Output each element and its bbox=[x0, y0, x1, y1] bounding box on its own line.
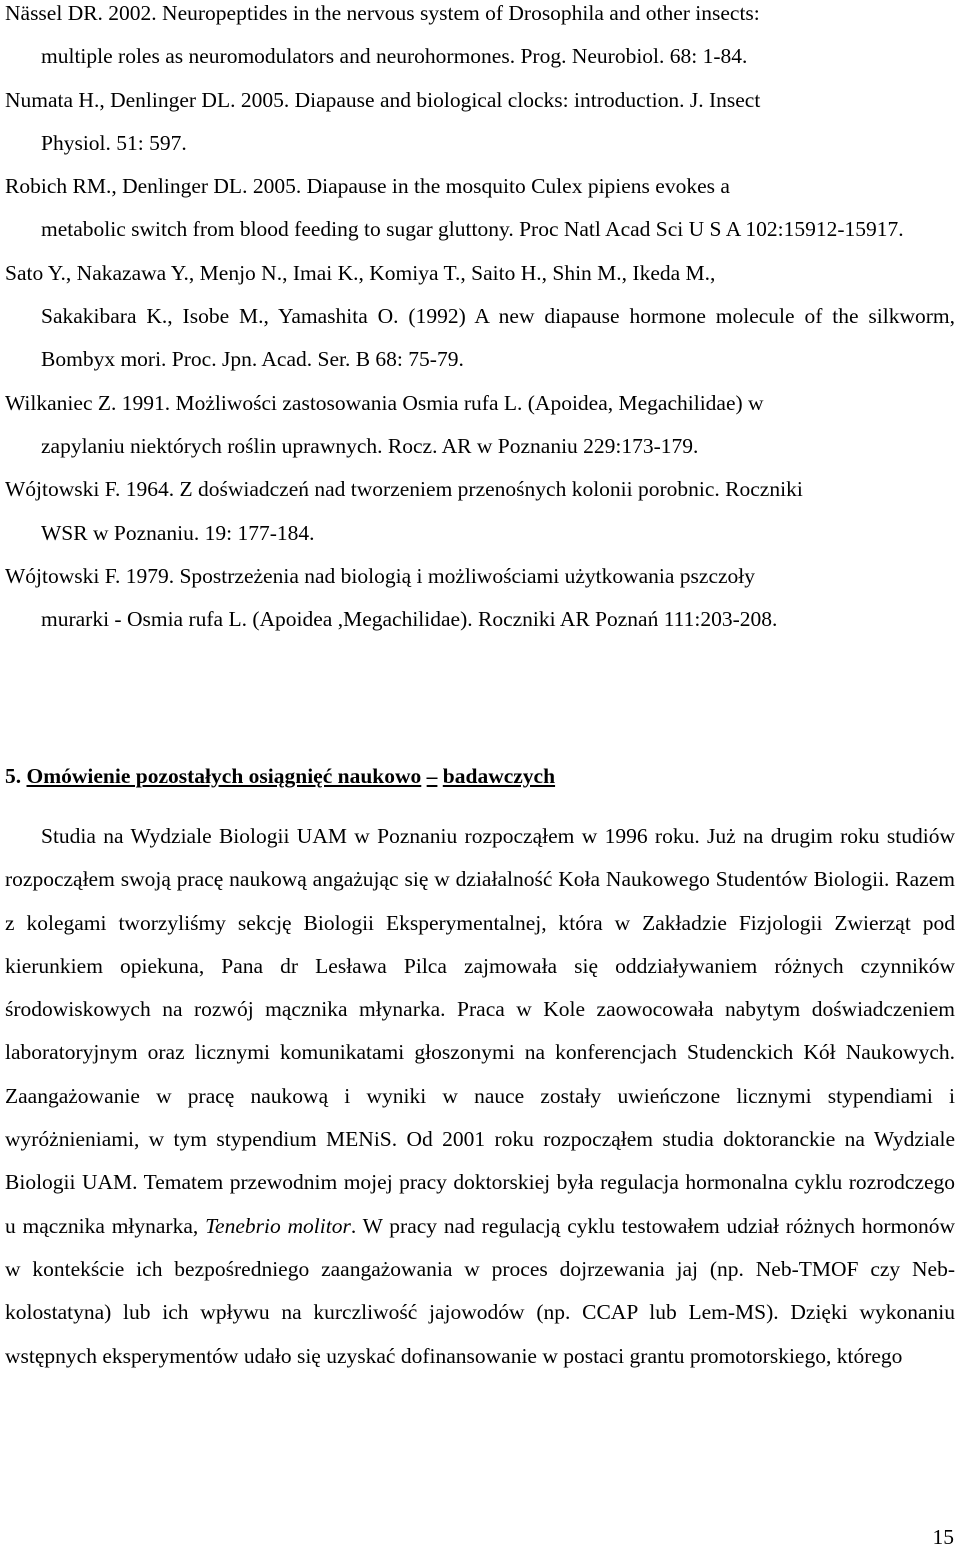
section-title-dash: – bbox=[426, 764, 438, 788]
reference-first-line: Numata H., Denlinger DL. 2005. Diapause and biological clocks: introduction. J. Insect bbox=[5, 87, 761, 112]
reference-entry bbox=[5, 165, 955, 252]
reference-continuation: Sakakibara K., Isobe M., Yamashita O. (1992) A new diapause hormone molecule of the silkworm, Bombyx mori. Proc. Jpn. Acad. Ser. B 68: 75-79. bbox=[41, 304, 955, 372]
reference-continuation: Physiol. 51: 597. bbox=[41, 130, 187, 155]
species-name-italic: Tenebrio molitor bbox=[205, 1213, 351, 1238]
body-text-part1: Studia na Wydziale Biologii UAM w Poznaniu rozpocząłem w 1996 roku. Już na drugim roku studiów rozpocząłem swoją pracę naukową angażując się w działalność Koła Naukowego Studentów Biologii. Razem z kolegami tworzyliśmy sekcję Biologii Eksperymentalnej, która w Zakładzie Fizjologii Zwierząt pod kierunkiem opiekuna, Pana dr Lesława Pilca zajmowała się oddziaływaniem różnych czynników środowiskowych na rozwój mącznika młynarka. Praca w Kole zaowocowała nabytym doświadczeniem laboratoryjnym oraz licznymi komunikatami głoszonymi na konferencjach Studenckich Kół Naukowych. Zaangażowanie w pracę naukową i wyniki w nauce zostały uwieńczone licznymi stypendiami i wyróżnieniami, w tym stypendium MENiS. Od 2001 roku rozpocząłem studia doktoranckie na Wydziale Biologii UAM. Tematem przewodnim mojej pracy doktorskiej była regulacja hormonalna cyklu rozrodczego u mącznika młynarka, bbox=[5, 824, 955, 1238]
reference-continuation: murarki - Osmia rufa L. (Apoidea ,Megachilidae). Roczniki AR Poznań 111:203-208. bbox=[41, 607, 778, 632]
reference-first-line: Wójtowski F. 1964. Z doświadczeń nad tworzeniem przenośnych kolonii porobnic. Roczniki bbox=[5, 477, 803, 502]
reference-entry bbox=[5, 468, 955, 555]
reference-continuation: zapylaniu niektórych roślin uprawnych. Rocz. AR w Poznaniu 229:173-179. bbox=[41, 433, 699, 458]
reference-continuation: multiple roles as neuromodulators and neurohormones. Prog. Neurobiol. 68: 1-84. bbox=[41, 44, 748, 69]
reference-entry bbox=[5, 555, 955, 642]
reference-first-line: Sato Y., Nakazawa Y., Menjo N., Imai K., Komiya T., Saito H., Shin M., Ikeda M., bbox=[5, 260, 716, 285]
section-title-part2: badawczych bbox=[442, 764, 556, 788]
reference-list bbox=[5, 0, 955, 641]
reference-continuation: WSR w Poznaniu. 19: 177-184. bbox=[41, 520, 315, 545]
reference-entry bbox=[5, 252, 955, 382]
reference-first-line: Wilkaniec Z. 1991. Możliwości zastosowania Osmia rufa L. (Apoidea, Megachilidae) w bbox=[5, 390, 764, 415]
body-paragraph bbox=[5, 815, 955, 1378]
section-title-part1: Omówienie pozostałych osiągnięć naukowo bbox=[26, 764, 422, 788]
section-heading bbox=[5, 764, 555, 789]
reference-first-line: Wójtowski F. 1979. Spostrzeżenia nad biologią i możliwościami użytkowania pszczoły bbox=[5, 563, 756, 588]
reference-first-line: Nässel DR. 2002. Neuropeptides in the nervous system of Drosophila and other insects: bbox=[5, 1, 760, 25]
body-text-part2: . W pracy nad regulacją cyklu testowałem udział różnych hormonów w kontekście ich bezpośredniego zaangażowania w proces dojrzewania jaj (np. Neb-TMOF czy Neb-kolostatyna) lub ich wpływu na kurczliwość jajowodów (np. CCAP lub Lem-MS). Dzięki wykonaniu wstępnych eksperymentów udało się uzyskać dofinansowanie w postaci grantu promotorskiego, którego bbox=[5, 1213, 955, 1368]
reference-first-line: Robich RM., Denlinger DL. 2005. Diapause in the mosquito Culex pipiens evokes a bbox=[5, 174, 730, 199]
reference-entry bbox=[5, 79, 955, 166]
reference-entry bbox=[5, 0, 955, 79]
section-number: 5. bbox=[5, 764, 22, 788]
reference-entry bbox=[5, 382, 955, 469]
page-number: 15 bbox=[932, 1525, 954, 1549]
reference-continuation: metabolic switch from blood feeding to sugar gluttony. Proc Natl Acad Sci U S A 102:15912-15917. bbox=[41, 217, 904, 242]
